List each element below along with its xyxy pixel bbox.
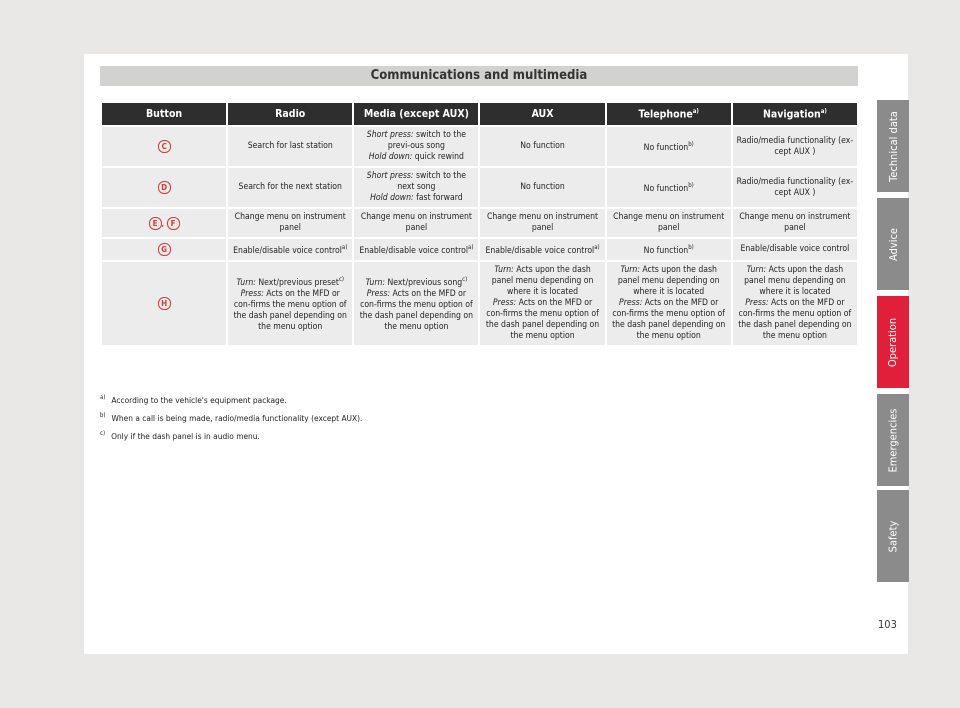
action-label: Press: [619,297,643,308]
action-text: Acts on the MFD or con-firms the menu option of the dash panel depending on the menu option [485,297,600,341]
action-text: Acts on the MFD or con-firms the menu option of the dash panel depending on the menu option [612,297,726,341]
action-text: Acts on the MFD or con-firms the menu option of the dash panel depending on the menu option [738,297,852,341]
cell-line [357,193,475,204]
cell-media [354,239,478,260]
cell-line [736,265,854,298]
cell-text: No function [643,142,689,153]
cell-text: Change menu on instrument panel [739,212,851,233]
cell-line [231,274,349,289]
action-text: Next/previous preset [255,277,339,288]
cell-text: Enable/disable voice control [359,245,469,256]
cell-text: No function [643,183,689,194]
footnote-ref: c) [462,275,468,283]
cell-text: Enable/disable voice control [485,245,595,256]
cell-media [354,262,478,345]
side-tab-technical-data[interactable] [877,100,909,192]
cell-nav [733,239,857,260]
table-header-row [102,103,857,125]
cell-radio [228,239,352,260]
cell-tel [607,209,731,237]
cell-text: Change menu on instrument panel [360,212,472,233]
page-number: 103 [878,618,897,631]
column-header-label: Media (except AUX) [363,108,469,120]
cell-text: Search for last station [247,141,333,151]
cell-text: No function [643,245,689,256]
cell-text: Enable/disable voice control [233,245,342,256]
action-text: Acts upon the dash panel menu depending on where it is located [491,264,594,297]
footnote [100,426,362,444]
footnotes [100,390,362,443]
side-tab-advice[interactable] [877,198,909,290]
cell-radio [228,127,352,166]
action-text: fast forward [413,193,463,203]
side-tab-label: Emergencies [886,408,900,472]
cell-line [357,274,475,289]
button-key-icon: E [149,217,162,230]
cell-line [610,265,728,298]
action-text: switch to the previ-ous song [387,130,466,151]
footnote-text: Only if the dash panel is in audio menu. [111,430,260,441]
footnote-ref: b) [688,182,694,190]
table-row [102,209,857,237]
cell-line [357,152,475,163]
footnote-ref: a) [820,107,827,115]
side-tab-label: Safety [886,520,900,552]
cell-media [354,209,478,237]
action-label: Turn: [620,264,640,275]
cell-text: Change menu on instrument panel [613,212,725,233]
table-row [102,262,857,345]
action-label: Short press: [366,171,414,181]
action-text: Acts on the MFD or con-firms the menu option of the dash panel depending on the menu option [233,288,347,332]
cell-tel [607,127,731,166]
cell-text: No function [520,182,565,192]
footnote-mark: b) [100,411,106,419]
action-text: switch to the next song [397,171,466,192]
footnote-ref: a) [692,107,699,115]
button-cell [102,168,226,207]
cell-text: Radio/media functionality (ex-cept AUX ) [736,176,854,198]
side-tab-label: Operation [886,317,900,367]
cell-radio [228,262,352,345]
action-label: Turn: [746,264,767,275]
column-header-tel [607,103,731,125]
column-header-label: Radio [275,108,306,120]
button-cell: E , F [102,209,226,237]
footnote [100,408,362,426]
table-body [102,127,857,345]
cell-line [231,289,349,333]
action-label: Press: [366,288,390,299]
footnote-text: According to the vehicle's equipment package. [111,394,287,405]
column-header-radio [228,103,352,125]
action-text: Acts on the MFD or con-firms the menu option of the dash panel depending on the menu option [359,288,474,332]
action-label: Press: [492,297,517,308]
side-tab-label: Advice [886,227,900,261]
cell-nav [733,209,857,237]
side-tab-safety[interactable] [877,490,909,582]
footnote [100,390,362,408]
button-key-icon: D [158,181,171,194]
column-header-nav [733,103,857,125]
action-label: Hold down: [370,193,414,203]
action-text: Acts upon the dash panel menu depending on where it is located [617,264,720,297]
footnote-mark: a) [100,394,106,401]
button-key-icon: C [158,140,171,153]
action-label: Press: [745,297,769,308]
footnote-ref: a) [341,244,348,251]
table-row [102,239,857,260]
cell-text: Change menu on instrument panel [234,212,346,233]
column-header-media [354,103,478,125]
side-tab-emergencies[interactable] [877,394,909,486]
footnote-ref: b) [688,244,694,251]
column-header-label: Button [145,108,183,120]
column-header-label: Telephone [638,108,693,121]
action-text: Acts upon the dash panel menu depending on where it is located [744,264,846,297]
table-row [102,168,857,207]
action-label: Short press: [366,130,414,140]
cell-line [357,289,475,333]
footnote-ref: c) [338,275,345,283]
button-key-icon: H [158,297,171,310]
side-tab-operation[interactable] [877,296,909,388]
cell-aux [480,239,604,260]
action-label: Turn: [365,277,386,288]
cell-line [483,265,601,298]
column-header-label: AUX [531,108,554,120]
table-row [102,127,857,166]
controls-table [100,101,859,347]
cell-line [357,130,475,152]
cell-text: Change menu on instrument panel [486,212,599,233]
cell-aux [480,262,604,345]
cell-nav [733,262,857,345]
cell-line [736,298,854,342]
action-label: Press: [240,288,264,299]
cell-line [357,171,475,193]
cell-nav [733,168,857,207]
cell-line [610,298,728,342]
button-key-icon: G [158,243,171,256]
footnote-ref: b) [688,141,694,149]
action-label: Turn: [236,277,256,288]
column-header-aux [480,103,604,125]
section-header: Communications and multimedia [100,66,858,86]
cell-tel [607,168,731,207]
cell-aux [480,127,604,166]
cell-tel [607,262,731,345]
cell-media [354,127,478,166]
button-cell [102,239,226,260]
cell-text: Search for the next station [238,182,342,192]
column-header-label: Navigation [762,108,821,121]
cell-text: Radio/media functionality (ex-cept AUX ) [736,135,854,157]
cell-tel [607,239,731,260]
column-header-btn [102,103,226,125]
cell-nav [733,127,857,166]
action-text: quick rewind [412,152,464,162]
side-tab-label: Technical data [886,110,900,182]
cell-line [483,298,601,342]
cell-radio [228,209,352,237]
button-key-icon: F [167,217,180,230]
cell-text: No function [520,141,565,151]
footnote-ref: a) [468,244,474,251]
button-cell [102,127,226,166]
cell-media [354,168,478,207]
button-cell [102,262,226,345]
cell-aux [480,168,604,207]
cell-aux [480,209,604,237]
footnote-ref: a) [594,244,600,251]
action-label: Hold down: [368,152,413,162]
action-label: Turn: [494,264,514,275]
cell-text: Enable/disable voice control [740,243,850,254]
footnote-mark: c) [100,429,106,437]
footnote-text: When a call is being made, radio/media functionality (except AUX). [111,412,363,423]
action-text: Next/previous song [385,277,463,288]
cell-radio [228,168,352,207]
